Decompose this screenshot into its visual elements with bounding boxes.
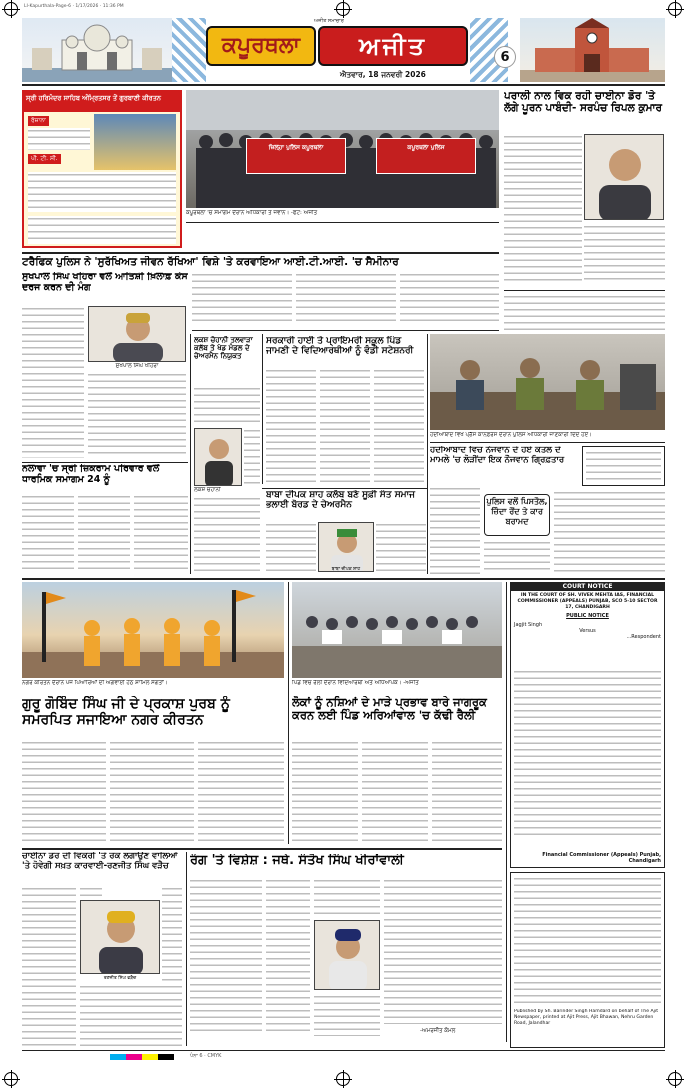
column-rule [190, 334, 191, 574]
side-box-text [586, 450, 661, 482]
ad-title: ਸ੍ਰੀ ਹਰਿਮੰਦਰ ਸਾਹਿਬ ਅੰਮ੍ਰਿਤਸਰ ਤੋਂ ਗੁਰਬਾਣੀ ਕੀਰਤਨ [24, 92, 180, 112]
article-text [430, 486, 480, 574]
article-text [162, 886, 182, 982]
ranjit-photo-caption: ਰਣਜੀਤ ਸਿੰਘ ਵੜੈਚ [103, 976, 137, 981]
article-text [266, 368, 316, 484]
top-right-headline: ਪਰਾਲੀ ਨਾਲ ਵਿਕ ਰਹੀ ਚਾਈਨਾ ਡੋਰ 'ਤੇ ਲੱਗੇ ਪੂਰਨ ਪਾਬੰਦੀ- ਸਰਪੰਚ ਰਿਪਲ ਕੁਮਾਰ [504, 90, 663, 115]
masthead-paper: ਅਜੀਤ [359, 32, 427, 60]
article-text [320, 368, 370, 484]
ad-text [28, 128, 90, 150]
ad-tag-daily: ਰੋਜ਼ਾਨਾ [28, 116, 49, 126]
article-text [266, 522, 316, 574]
article-text [22, 886, 76, 1046]
sarpanch-photo [584, 134, 664, 220]
notice-respondent: ...Respondent [626, 634, 661, 640]
top-photo-caption: ਕਪੂਰਥਲਾ 'ਚ ਸਮਾਗਮ ਦੌਰਾਨ ਅਧਿਕਾਰੀ ਤੇ ਜਵਾਨ। -ਫੋਟੋ: ਅਜੀਤ [186, 210, 318, 216]
column-rule [506, 582, 507, 1042]
school-headline: ਸਰਕਾਰੀ ਹਾਈ ਤੇ ਪ੍ਰਾਇਮਰੀ ਸਕੂਲ ਪਿੰਡ ਜਾਮਣੀ ਦੇ ਵਿਦਿਆਰਥੀਆਂ ਨੂੰ ਵੰਡੀ ਸਟੇਸ਼ਨਰੀ [266, 336, 414, 357]
notice-sub: PUBLIC NOTICE [566, 613, 609, 619]
article-text [134, 494, 188, 574]
gurbani-ad [22, 90, 182, 248]
column-rule [186, 852, 187, 1046]
rule [22, 848, 502, 850]
rule [186, 222, 499, 223]
golden-temple-image [94, 114, 176, 170]
article-text [400, 272, 499, 326]
baba-photo-caption: ਬਾਬਾ ਦੀਪਕ ਸ਼ਾਹ [331, 567, 361, 572]
sukhpal-photo-caption: ਸੁਖਪਾਲ ਸਿੰਘ ਖਹਿਰਾ [115, 363, 159, 369]
masthead-pattern [172, 18, 206, 82]
rule [504, 290, 665, 291]
page-number: 6 [494, 46, 516, 68]
ad-text [28, 172, 176, 212]
article-text [110, 740, 194, 844]
article-text [314, 878, 380, 916]
masthead-city: ਕਪੂਰਥਲਾ [222, 33, 300, 58]
clock-tower-illustration [520, 18, 665, 82]
ad-tag-channel: ਪੀ. ਟੀ. ਸੀ. [28, 154, 61, 164]
santokh-photo [314, 920, 380, 990]
samagam-headline: ਨਲਾਵਾ 'ਚ ਸ੍ਰੀ ਜ਼ਿਕਰਾਮ ਪਰਿਵਾਰ ਵਲੋਂ ਧਾਰਮਿਕ ਸਮਾਗਮ 24 ਨੂੰ [22, 464, 160, 485]
side-box [582, 446, 665, 486]
murder-photo-caption: ਹਦੀਆਬਾਦ ਵਿਖੇ ਪ੍ਰੈੱਸ ਕਾਨਫ਼ਰੰਸ ਦੌਰਾਨ ਪੁਲਿਸ ਅਧਿਕਾਰੀ ਜਾਣਕਾਰੀ ਦਿੰਦੇ ਹੋਏ। [430, 432, 592, 438]
article-text [80, 984, 182, 1046]
article-text [192, 272, 292, 326]
rule [192, 330, 499, 331]
registration-mark [668, 1072, 682, 1086]
article-text [314, 994, 380, 1036]
feature-byline: -ਅਮਰਜੀਤ ਕੋਮਲ [420, 1028, 456, 1034]
masthead-date: ਐਤਵਾਰ, 18 ਜਨਵਰੀ 2026 [340, 70, 426, 79]
rally-caption: ਪਿੰਡ ਵਿਚ ਰੈਲੀ ਦੌਰਾਨ ਵਿਦਿਆਰਥੀ ਅਤੇ ਅਧਿਆਪਕ। -ਅਜੀਤ [292, 680, 419, 686]
imprint-text [514, 876, 661, 1006]
nagar-kirtan-caption: ਨਗਰ ਕੀਰਤਨ ਦੌਰਾਨ ਪੰਜ ਪਿਆਰਿਆਂ ਦੀ ਅਗਵਾਈ ਹੇਠ ਸ਼ਾਮਿਲ ਸੰਗਤਾਂ। [22, 680, 168, 686]
registration-mark [336, 1072, 350, 1086]
ad-text [28, 216, 176, 244]
notice-title: COURT NOTICE [511, 583, 664, 591]
registration-mark [668, 2, 682, 16]
article-text [584, 224, 665, 284]
notice-text [514, 669, 661, 839]
police-press-photo [430, 334, 665, 430]
lakha-photo-caption: ਲਕਸ਼ ਚੋਹਾਨੀ [194, 487, 221, 493]
article-text [432, 740, 502, 844]
registration-mark [4, 2, 18, 16]
photo-banner-1: ਜ਼ਿਲ੍ਹਾ ਪੁਲਿਸ ਕਪੂਰਥਲਾ [246, 138, 346, 174]
nagar-kirtan-photo [22, 582, 284, 678]
rally-photo [292, 582, 502, 678]
masthead-paper-box [318, 26, 468, 66]
article-text [194, 496, 260, 574]
notice-applicant: Jagjit Singh [514, 622, 543, 628]
article-text [504, 134, 582, 284]
rule [22, 252, 499, 254]
masthead-city-box [206, 26, 316, 66]
police-box-text: ਪੁਲਿਸ ਵਲੋਂ ਪਿਸਤੌਲ, ਜ਼ਿੰਦਾ ਰੌਂਦ ਤੇ ਕਾਰ ਬਰਾਮਦ [486, 497, 548, 526]
registration-mark [4, 1072, 18, 1086]
article-text [484, 540, 550, 574]
column-rule [288, 582, 289, 844]
police-group-photo [186, 90, 499, 208]
ranjit-photo [80, 900, 160, 974]
sukhpal-photo [88, 306, 186, 362]
rally-headline: ਲੋਕਾਂ ਨੂੰ ਨਸ਼ਿਆਂ ਦੇ ਮਾੜੇ ਪ੍ਰਭਾਵ ਬਾਰੇ ਜਾਗਰੂਕ ਕਰਨ ਲਈ ਪਿੰਡ ਅਰਿਆਂਵਾਲ 'ਚ ਕੱਢੀ ਰੈਲੀ [292, 696, 487, 723]
article-text [22, 740, 106, 844]
footer-text: ਪੰਨਾ 6 · CMYK [190, 1053, 222, 1059]
article-text [296, 272, 396, 326]
article-text [194, 386, 260, 426]
guru-headline: ਗੁਰੂ ਗੋਬਿੰਦ ਸਿੰਘ ਜੀ ਦੇ ਪ੍ਰਕਾਸ਼ ਪੁਰਬ ਨੂੰ ਸਮਰਪਿਤ ਸਜਾਇਆ ਨਗਰ ਕੀਰਤਨ [22, 696, 230, 729]
lakha-headline: ਲਕਸ਼ ਚੋਹਾਨੀ ਤਲਵਾੜਾ ਕਲੱਬ ਤੇ ਖੇਡ ਮੰਡਲ ਦੇ ਚੇਅਰਮੈਨ ਨਿਯੁਕਤ [194, 336, 253, 361]
article-text [198, 740, 284, 844]
rule [22, 462, 188, 463]
cmyk-bar [110, 1054, 174, 1060]
article-text [384, 878, 502, 1024]
sukhpal-headline: ਸੁਖਪਾਲ ਸਿੰਘ ਖਹਿਰਾ ਵਲੋਂ ਆਤਿਸ਼ੀ ਖ਼ਿਲਾਫ਼ ਕੇਸ ਦਰਜ ਕਰਨ ਦੀ ਮੰਗ [22, 272, 188, 293]
notice-body: IN THE COURT OF SH. VIVEK MEHTA IAS, FINANCIAL COMMISSIONER (APPEALS) PUNJAB, SCO 5-10 SECTOR 17, CHANDIGARH [517, 593, 658, 610]
china-headline: ਚਾਈਨਾ ਡੋਰ ਦੀ ਵਿਕਰੀ 'ਤੇ ਰੋਕ ਲਗਾਉਣ ਵਾਲਿਆਂ 'ਤੇ ਹੋਵੇਗੀ ਸਖ਼ਤ ਕਾਰਵਾਈ-ਰਣਜੀਤ ਸਿੰਘ ਵੜੈਚ [22, 852, 178, 871]
article-text [190, 878, 262, 1036]
court-notice [510, 582, 665, 868]
article-text [376, 522, 426, 574]
article-text [292, 740, 358, 844]
article-text [80, 886, 102, 898]
article-text [22, 494, 74, 574]
imprint-line: Published by Sh. Barinder Singh Hamdard on behalf of The Ajit Newspaper, printed at Ajit Press, Ajit Bhawan, Nehru Garden Road, Jalandhar [514, 1009, 658, 1026]
imprint-box [510, 872, 665, 1048]
murder-headline: ਹਦੀਆਬਾਦ ਵਿਚ ਨੌਜਵਾਨ ਦੇ ਹੋਏ ਕਤਲ ਦੇ ਮਾਮਲੇ 'ਚ ਲੋੜੀਂਦਾ ਇਕ ਨੌਜਵਾਨ ਗ੍ਰਿਫ਼ਤਾਰ [430, 446, 565, 465]
article-text [78, 494, 130, 574]
baba-headline: ਬਾਬਾ ਦੀਪਕ ਸ਼ਾਹ ਕਲੱਬ ਬਣੇ ਸੂਫ਼ੀ ਸੰਤ ਸਮਾਜ ਭਲਾਈ ਬੋਰਡ ਦੇ ਚੇਅਰਮੈਨ [266, 490, 416, 511]
article-text [362, 740, 428, 844]
baba-photo [318, 522, 374, 572]
rule [22, 84, 665, 86]
rule [22, 578, 665, 580]
article-text [244, 428, 260, 486]
article-text [266, 878, 310, 1036]
registration-mark [336, 2, 350, 16]
rule [22, 1050, 665, 1051]
photo-banner-2: ਕਪੂਰਥਲਾ ਪੁਲਿਸ [376, 138, 476, 174]
slug-line: LI-Kapurthala-Page-6 · 1/17/2026 · 11:36 PM [24, 4, 124, 9]
feature-headline: ਰੰਗ 'ਤੇ ਵਿਸ਼ੇਸ਼ : ਜਥੇ. ਸੰਤੋਖ ਸਿੰਘ ਖੀਰਾਂਵਾਲੀ [190, 854, 404, 868]
gurdwara-illustration [22, 18, 172, 82]
notice-signature: Financial Commissioner (Appeals) Punjab, Chandigarh [542, 852, 661, 864]
rule [262, 488, 427, 489]
column-rule [262, 334, 263, 484]
traffic-headline: ਟਰੈਫਿਕ ਪੁਲਿਸ ਨੇ 'ਸੁਰੱਖਿਅਤ ਜੀਵਨ ਰੱਖਿਆ' ਵਿਸ਼ੇ 'ਤੇ ਕਰਵਾਇਆ ਆਈ.ਟੀ.ਆਈ. 'ਚ ਸੈਮੀਨਾਰ [22, 256, 399, 268]
rule [430, 442, 665, 443]
article-text [554, 490, 665, 574]
column-rule [427, 334, 428, 574]
article-text [88, 372, 186, 458]
article-text [504, 294, 665, 330]
police-box [484, 494, 550, 536]
article-text [374, 368, 424, 484]
notice-versus: Versus [579, 628, 596, 634]
masthead-kicker: ਅਜੀਤ ਸਮਾਚਾਰ [314, 18, 344, 24]
article-text [22, 306, 84, 458]
lakha-photo [194, 428, 242, 486]
